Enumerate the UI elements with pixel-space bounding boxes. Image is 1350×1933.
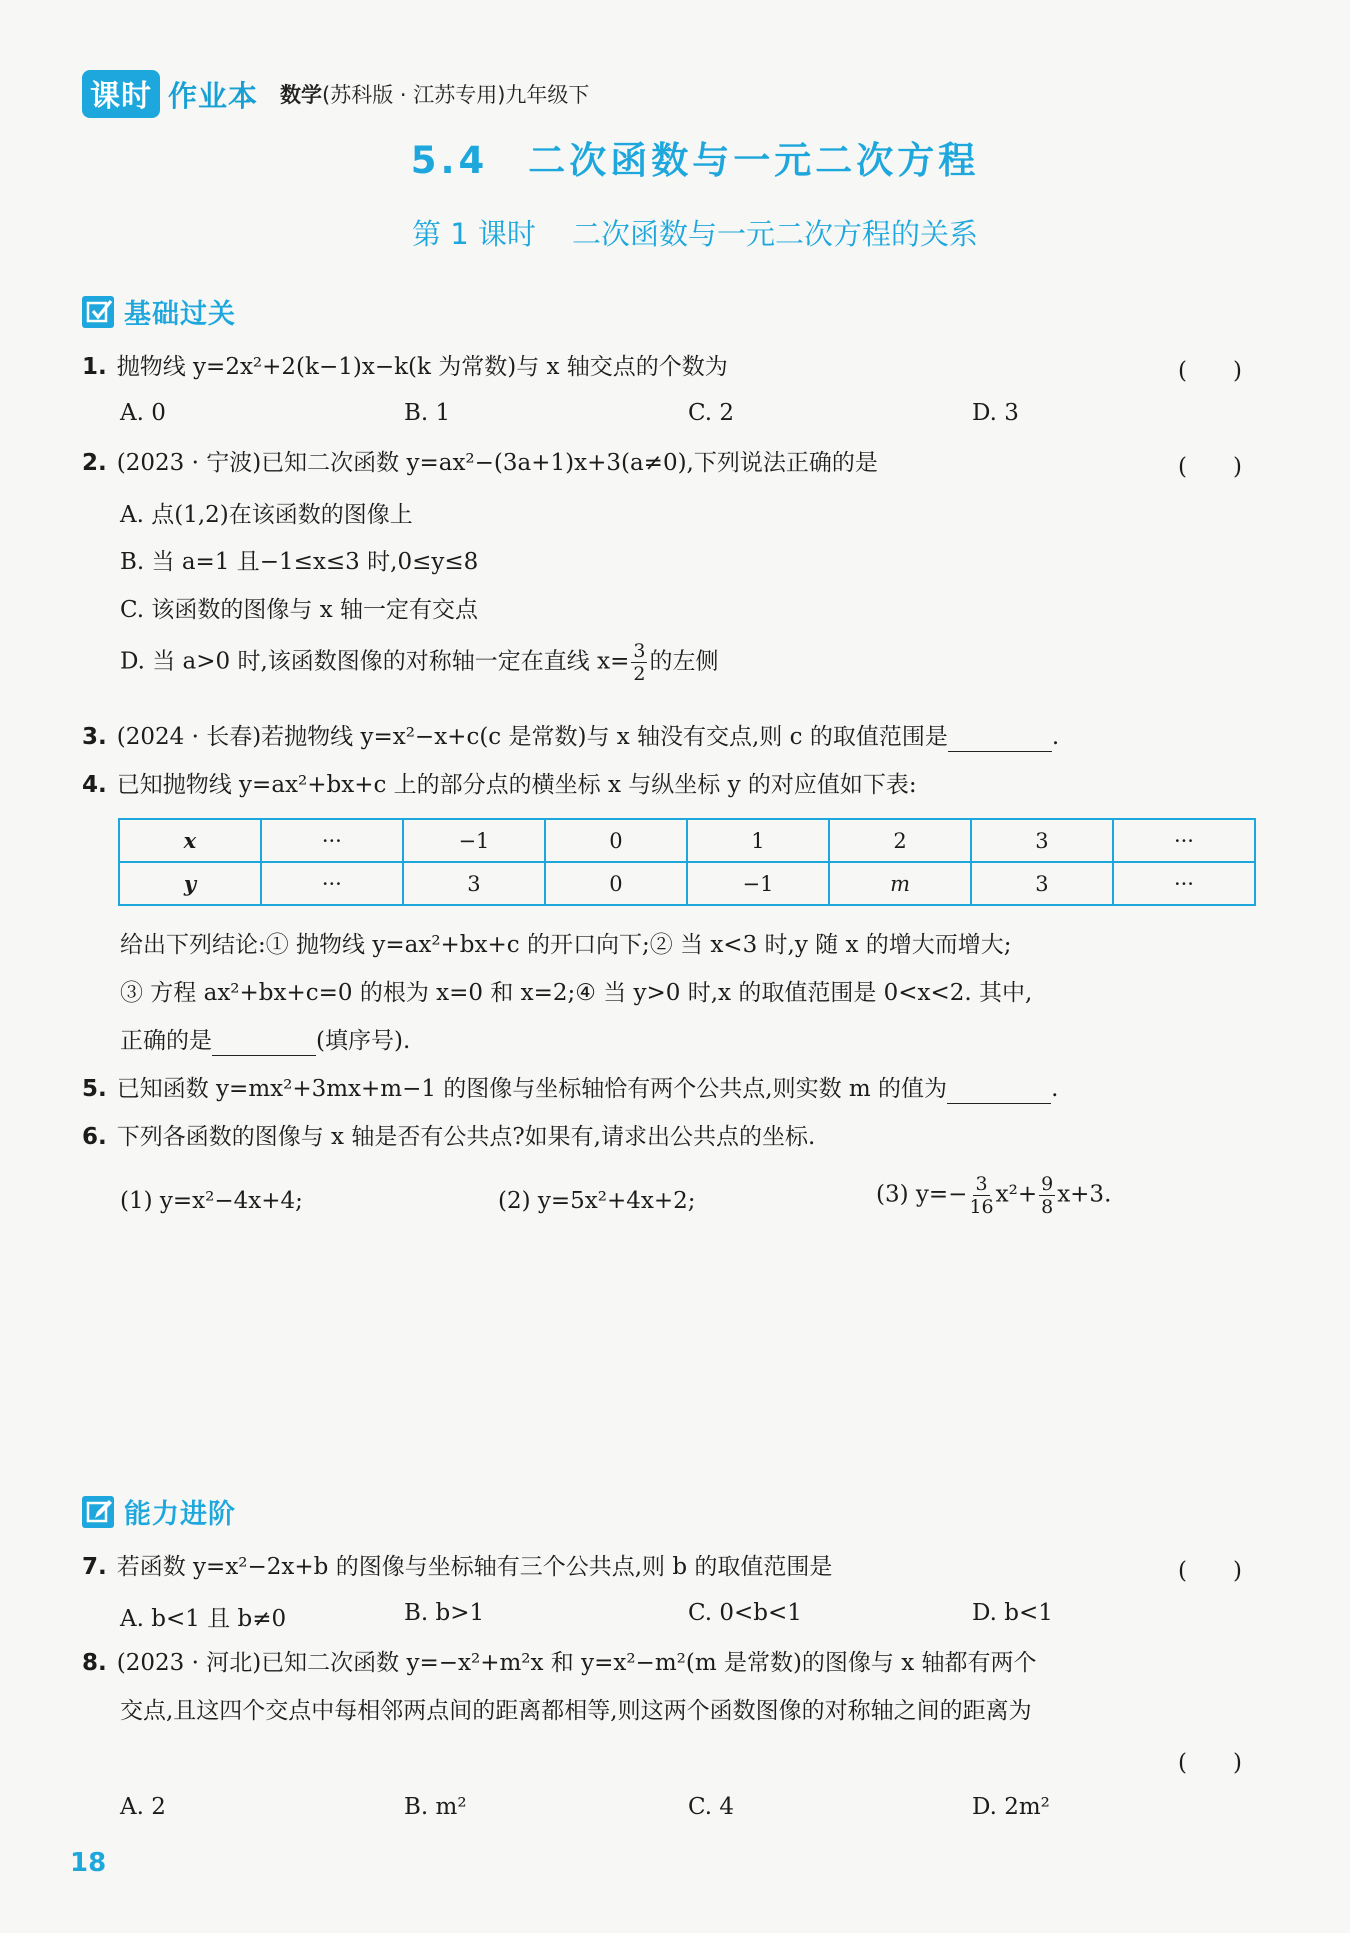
- pencil-icon: [82, 1496, 114, 1528]
- chapter-title: [0, 130, 1350, 184]
- table-cell: ···: [1113, 819, 1255, 862]
- brand-logo: 课时: [82, 70, 160, 118]
- answer-blank[interactable]: [212, 1031, 316, 1056]
- option-d-suffix: 的左侧: [649, 648, 719, 675]
- expr-part: (3) y=−: [876, 1181, 968, 1208]
- expr-part: x²+: [995, 1181, 1038, 1208]
- subquestion-3: [876, 1173, 1111, 1218]
- answer-bracket: ( ): [1178, 454, 1242, 480]
- line-prefix: 正确的是: [120, 1028, 212, 1054]
- fraction: [631, 640, 647, 685]
- answer-bracket: ( ): [1178, 358, 1242, 384]
- numerator: 3: [975, 1173, 988, 1195]
- answer-blank[interactable]: [948, 727, 1052, 752]
- question-text: 下列各函数的图像与 x 轴是否有公共点?如果有,请求出公共点的坐标.: [116, 1124, 816, 1150]
- question-7: [82, 1552, 832, 1582]
- question-4-line-2: ③ 方程 ax²+bx+c=0 的根为 x=0 和 x=2;④ 当 y>0 时,x 的取值范围是 0<x<2. 其中,: [120, 980, 1033, 1006]
- option-c: C. 0<b<1: [688, 1600, 802, 1626]
- denominator: 16: [969, 1196, 994, 1218]
- fraction: [1039, 1173, 1055, 1218]
- table-cell: m: [829, 862, 971, 905]
- question-8-line-2: 交点,且这四个交点中每相邻两点间的距离都相等,则这两个函数图像的对称轴之间的距离为: [120, 1698, 1032, 1724]
- checkmark-icon: [82, 296, 114, 328]
- answer-blank[interactable]: [947, 1079, 1051, 1104]
- question-number: 8.: [82, 1650, 107, 1676]
- question-5: [82, 1074, 1058, 1104]
- lesson-number: 第 1 课时: [412, 217, 536, 251]
- question-text: 若函数 y=x²−2x+b 的图像与坐标轴有三个公共点,则 b 的取值范围是: [116, 1554, 833, 1580]
- question-text: 已知抛物线 y=ax²+bx+c 上的部分点的横坐标 x 与纵坐标 y 的对应值如下表:: [116, 772, 917, 798]
- section-advanced-label: 能力进阶: [124, 1499, 236, 1530]
- chapter-number: 5.4: [410, 139, 489, 182]
- table-cell: 3: [971, 819, 1113, 862]
- option-d: [120, 640, 718, 685]
- page-number: 18: [70, 1848, 107, 1878]
- table-cell: x: [119, 819, 261, 862]
- table-cell: 1: [687, 819, 829, 862]
- question-number: 1.: [82, 354, 107, 380]
- question-4-line-1: 给出下列结论:① 抛物线 y=ax²+bx+c 的开口向下;② 当 x<3 时,y 随 x 的增大而增大;: [120, 932, 1012, 958]
- option-b: B. 1: [404, 400, 451, 426]
- option-c: C. 2: [688, 400, 735, 426]
- option-a: A. b<1 且 b≠0: [120, 1606, 287, 1632]
- question-text: (2024 · 长春)若抛物线 y=x²−x+c(c 是常数)与 x 轴没有交点,则 c 的取值范围是: [116, 724, 948, 750]
- table-cell: ···: [261, 819, 403, 862]
- value-table: [118, 818, 1256, 906]
- line-suffix: (填序号).: [316, 1028, 411, 1054]
- numerator: 3: [633, 640, 646, 662]
- answer-bracket: ( ): [1178, 1558, 1242, 1584]
- question-text: 抛物线 y=2x²+2(k−1)x−k(k 为常数)与 x 轴交点的个数为: [116, 354, 728, 380]
- option-a: A. 2: [120, 1794, 166, 1820]
- subquestion-2: (2) y=5x²+4x+2;: [498, 1188, 696, 1214]
- subject-label: [280, 79, 589, 109]
- option-a: A. 0: [120, 400, 166, 426]
- chapter-name: 二次函数与一元二次方程: [528, 139, 980, 182]
- table-cell: 0: [545, 862, 687, 905]
- option-b: B. b>1: [404, 1600, 485, 1626]
- question-number: 6.: [82, 1124, 107, 1150]
- question-text: (2023 · 河北)已知二次函数 y=−x²+m²x 和 y=x²−m²(m 是常数)的图像与 x 轴都有两个: [116, 1650, 1037, 1676]
- table-cell: −1: [687, 862, 829, 905]
- numerator: 9: [1041, 1173, 1054, 1195]
- question-3: [82, 722, 1059, 752]
- section-advanced: [82, 1492, 236, 1531]
- question-8: [82, 1648, 1037, 1678]
- table-row-y: [119, 862, 1255, 905]
- question-text: 已知函数 y=mx²+3mx+m−1 的图像与坐标轴恰有两个公共点,则实数 m 的值为: [116, 1076, 948, 1102]
- section-basic: [82, 292, 236, 331]
- subject-main: 数学: [280, 83, 323, 107]
- question-4: [82, 770, 917, 800]
- answer-bracket: ( ): [1178, 1750, 1242, 1776]
- denominator: 8: [1041, 1196, 1054, 1218]
- option-d: D. 3: [972, 400, 1019, 426]
- fraction: [969, 1173, 993, 1218]
- question-number: 7.: [82, 1554, 107, 1580]
- option-d: D. b<1: [972, 1600, 1053, 1626]
- table-cell: −1: [403, 819, 545, 862]
- option-b: B. 当 a=1 且−1≤x≤3 时,0≤y≤8: [120, 549, 479, 575]
- table-cell: 3: [403, 862, 545, 905]
- lesson-name: 二次函数与一元二次方程的关系: [571, 217, 978, 251]
- option-c: C. 4: [688, 1794, 735, 1820]
- lesson-title: [0, 212, 1350, 253]
- question-end: .: [1051, 1076, 1059, 1102]
- table-cell: 0: [545, 819, 687, 862]
- option-a: A. 点(1,2)在该函数的图像上: [120, 502, 413, 528]
- option-d: D. 2m²: [972, 1794, 1050, 1820]
- table-cell: ···: [1113, 862, 1255, 905]
- question-number: 2.: [82, 450, 107, 476]
- question-number: 4.: [82, 772, 107, 798]
- table-cell: ···: [261, 862, 403, 905]
- header: [82, 70, 589, 118]
- table-cell: 3: [971, 862, 1113, 905]
- table-row-x: [119, 819, 1255, 862]
- section-basic-label: 基础过关: [124, 299, 236, 330]
- subquestion-1: (1) y=x²−4x+4;: [120, 1188, 303, 1214]
- question-1: [82, 352, 728, 382]
- denominator: 2: [633, 663, 646, 685]
- question-4-line-3: [120, 1026, 410, 1056]
- question-number: 3.: [82, 724, 107, 750]
- brand-name: 作业本: [168, 78, 259, 113]
- expr-part: x+3.: [1057, 1181, 1112, 1208]
- question-number: 5.: [82, 1076, 107, 1102]
- question-2: [82, 448, 878, 478]
- option-b: B. m²: [404, 1794, 467, 1820]
- subject-edition: (苏科版 · 江苏专用)九年级下: [322, 83, 590, 107]
- option-d-text: D. 当 a>0 时,该函数图像的对称轴一定在直线 x=: [120, 648, 630, 675]
- question-6: [82, 1122, 815, 1152]
- option-c: C. 该函数的图像与 x 轴一定有交点: [120, 597, 478, 623]
- table-cell: y: [119, 862, 261, 905]
- question-end: .: [1051, 724, 1060, 750]
- table-cell: 2: [829, 819, 971, 862]
- question-text: (2023 · 宁波)已知二次函数 y=ax²−(3a+1)x+3(a≠0),下列说法正确的是: [116, 450, 878, 476]
